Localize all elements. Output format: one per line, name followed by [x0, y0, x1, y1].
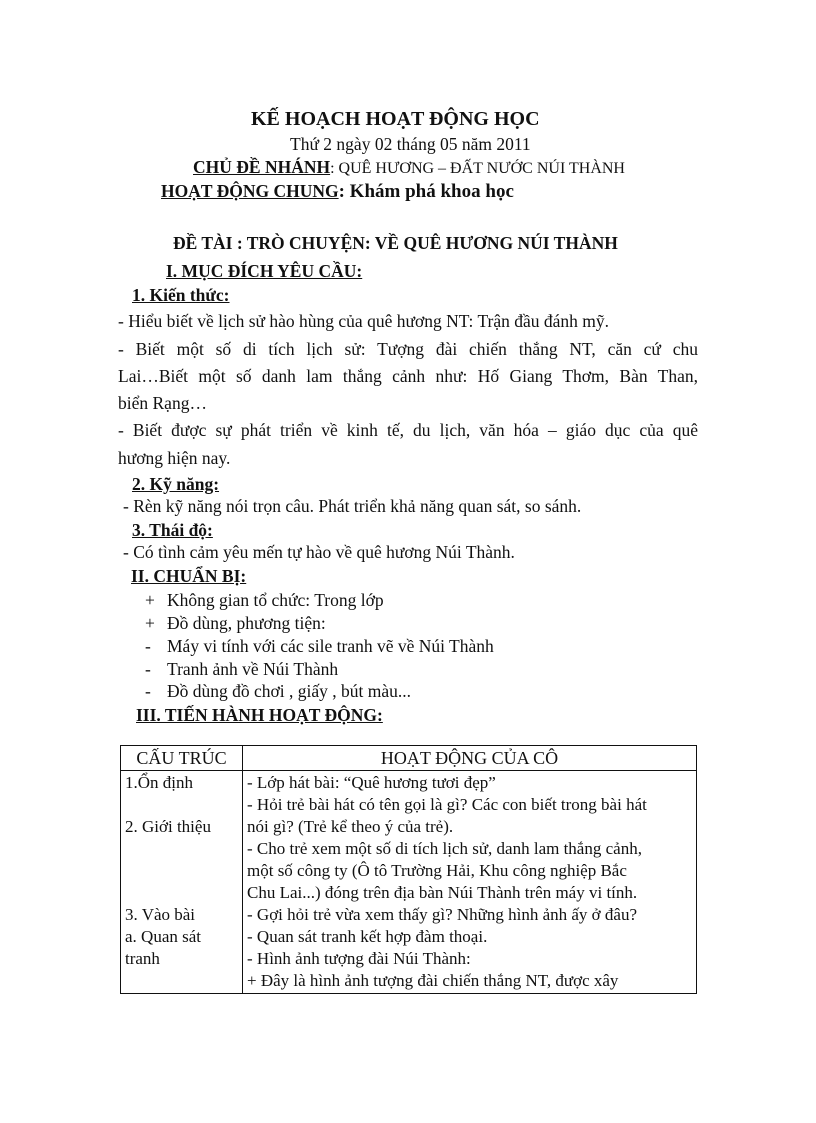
prep-item	[145, 658, 338, 680]
activity-line: - Lớp hát bài: “Quê hương tươi đẹp”	[247, 773, 496, 792]
structure-item: a. Quan sát	[125, 927, 202, 946]
section2-heading: II. CHUẨN BỊ:	[131, 566, 247, 586]
skills-title-text: 2. Kỹ năng:	[132, 474, 220, 494]
activity-table	[120, 745, 697, 994]
prep-marker: -	[145, 636, 151, 656]
activity-line: - Quan sát tranh kết hợp đàm thoại.	[247, 927, 488, 946]
structure-item: 1.Ổn định	[125, 773, 193, 792]
activity-line: - Cho trẻ xem một số di tích lịch sử, danh lam thắng cảnh,	[247, 839, 642, 858]
knowledge-line-4: biển Rạng…	[118, 393, 207, 413]
attitude-text: - Có tình cảm yêu mến tự hào về quê hương Núi Thành.	[123, 542, 515, 562]
activity-line	[161, 180, 514, 203]
skills-text: - Rèn kỹ năng nói trọn câu. Phát triển khả năng quan sát, so sánh.	[123, 496, 582, 516]
attitude-title	[132, 519, 213, 541]
structure-cell	[121, 771, 243, 994]
table-row	[121, 771, 697, 994]
prep-marker: -	[145, 659, 151, 679]
attitude-title-text: 3. Thái độ:	[132, 520, 213, 540]
structure-item: 3. Vào bài	[125, 905, 196, 924]
prep-text: Không gian tổ chức: Trong lớp	[167, 590, 384, 610]
prep-text: Đồ dùng đồ chơi , giấy , bút màu...	[167, 681, 412, 701]
topic-line: ĐỀ TÀI : TRÒ CHUYỆN: VỀ QUÊ HƯƠNG NÚI THÀNH	[173, 233, 618, 253]
knowledge-line-5: - Biết được sự phát triển về kinh tế, du lịch, văn hóa – giáo dục của quê	[118, 420, 698, 440]
prep-marker: +	[145, 590, 155, 610]
activity-line: Chu Lai...) đóng trên địa bàn Núi Thành trên máy vi tính.	[247, 883, 638, 902]
activity-value: : Khám phá khoa học	[338, 181, 514, 202]
prep-item	[145, 612, 326, 634]
activity-label: HOẠT ĐỘNG CHUNG	[161, 181, 339, 201]
activity-line: một số công ty (Ô tô Trường Hải, Khu công nghiệp Bắc	[247, 861, 627, 880]
activity-line: - Gợi hỏi trẻ vừa xem thấy gì? Những hình ảnh ấy ở đâu?	[247, 905, 638, 924]
skills-title	[132, 473, 219, 495]
prep-marker: -	[145, 681, 151, 701]
activity-line: - Hình ảnh tượng đài Núi Thành:	[247, 949, 471, 968]
activity-cell	[243, 771, 697, 994]
structure-item: 2. Giới thiệu	[125, 817, 211, 836]
activity-line: - Hỏi trẻ bài hát có tên gọi là gì? Các con biết trong bài hát	[247, 795, 647, 814]
subtopic-line	[193, 156, 625, 180]
table-header-structure: CẤU TRÚC	[121, 746, 243, 771]
knowledge-line-2: - Biết một số di tích lịch sử: Tượng đài chiến thắng NT, căn cứ chu	[118, 339, 698, 359]
knowledge-title	[132, 284, 230, 306]
prep-text: Máy vi tính với các sile tranh vẽ về Núi Thành	[167, 636, 494, 656]
subtopic-value: : QUÊ HƯƠNG – ĐẤT NƯỚC NÚI THÀNH	[330, 160, 625, 177]
section1-heading: I. MỤC ĐÍCH YÊU CẦU:	[166, 261, 363, 281]
prep-item	[145, 589, 384, 611]
prep-marker: +	[145, 613, 155, 633]
activity-line: nói gì? (Trẻ kể theo ý của trẻ).	[247, 817, 454, 836]
document-title: KẾ HOẠCH HOẠT ĐỘNG HỌC	[251, 108, 540, 130]
prep-text: Đồ dùng, phương tiện:	[167, 613, 326, 633]
subtopic-label: CHỦ ĐỀ NHÁNH	[193, 157, 331, 177]
activity-line: + Đây là hình ảnh tượng đài chiến thắng NT, được xây	[247, 971, 619, 990]
date-line: Thứ 2 ngày 02 tháng 05 năm 2011	[290, 134, 531, 154]
section3-heading: III. TIẾN HÀNH HOẠT ĐỘNG:	[136, 705, 383, 725]
prep-item	[145, 635, 494, 657]
knowledge-line-1: - Hiểu biết về lịch sử hào hùng của quê hương NT: Trận đầu đánh mỹ.	[118, 311, 610, 331]
prep-text: Tranh ảnh về Núi Thành	[167, 659, 339, 679]
table-header-activity: HOẠT ĐỘNG CỦA CÔ	[243, 746, 697, 771]
structure-item: tranh	[125, 949, 160, 968]
table-header-row	[121, 746, 697, 771]
knowledge-line-3: Lai…Biết một số danh lam thắng cảnh như: Hố Giang Thơm, Bàn Than,	[118, 366, 698, 386]
knowledge-line-6: hương hiện nay.	[118, 448, 231, 468]
knowledge-title-text: 1. Kiến thức:	[132, 285, 230, 305]
prep-item	[145, 680, 411, 702]
